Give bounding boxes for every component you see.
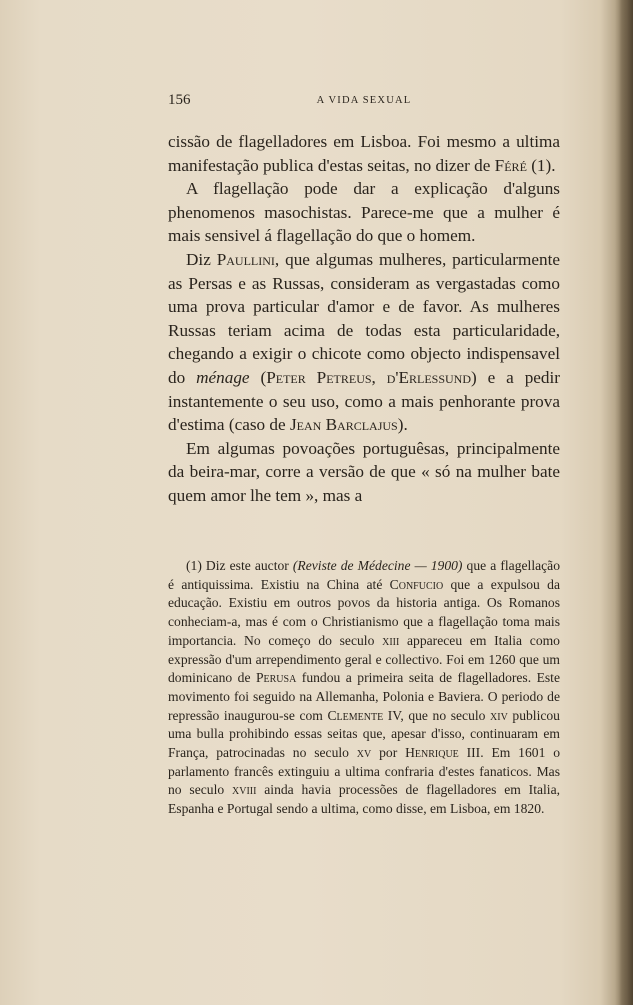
text-span: , que algumas mulheres, particularmente as Persas e as Russas, consideram as vergastadas como uma prova particular d'amor e de favor. As mulheres Russas teriam acima de todas esta particularidade, chegando a exigir o chicote como objecto indispensavel do — [168, 249, 560, 387]
author-name: Féré — [494, 155, 527, 175]
text-span: ). — [397, 415, 408, 435]
text-span: Diz — [186, 249, 217, 269]
text-span: appareceu em Italia como expressão d'um arrependimento geral e collectivo. Foi em 1260 que um dominicano de — [168, 632, 560, 686]
italic-term: ménage — [196, 367, 250, 387]
running-head: A VIDA SEXUAL — [316, 95, 412, 106]
page-edge-shadow — [619, 0, 633, 1005]
text-span: III. Em 1601 o parlamento francês extinguiu a ultima confraria d'estes fanaticos. Mas no seculo — [168, 745, 561, 798]
proper-name: Henrique — [405, 745, 459, 761]
author-name: Peter Petreus, d'Erlessund — [266, 367, 472, 387]
text-span: ainda havia processões de flagelladores em Italia, Espanha e Portugal sendo a ultima, como disse, em Lisboa, em 1820. — [168, 782, 561, 817]
footnote — [168, 557, 560, 819]
text-span: ( — [249, 367, 267, 387]
main-text — [168, 130, 560, 508]
text-span: (1). — [526, 155, 556, 175]
paragraph-4: Em algumas povoações portuguêsas, principalmente da beira-mar, corre a versão de que « só na mulher bate quem amor lhe tem », mas a — [168, 438, 560, 505]
text-span: ) e a pedir instantemente o seu uso, como a mais penhorante prova d'estima (caso de — [168, 367, 561, 435]
footnote-paragraph — [168, 557, 560, 819]
proper-name: Perusa — [255, 670, 297, 686]
roman-numeral: xiii — [382, 632, 400, 648]
text-span: por — [371, 745, 406, 761]
proper-name: Confucio — [389, 576, 444, 592]
author-name: Paullini — [216, 249, 275, 269]
text-span: fundou a primeira seita de flagelladores. Este movimento foi seguido na Allemanha, Polonia e Baviera. O periodo de repressão inaugurou-se com — [168, 670, 560, 723]
text-span: cissão de flagelladores em Lisboa. Foi mesmo a ultima manifestação publica d'estas seitas, no dizer de — [168, 132, 560, 175]
citation-title: (Reviste de Médecine — 1900) — [292, 558, 463, 573]
text-span: (1) Diz este auctor — [186, 558, 293, 573]
page-header — [168, 92, 560, 112]
paragraph-2: A flagellação pode dar a explicação d'alguns phenomenos masochistas. Parece-me que a mulher é mais sensivel á flagellação do que o homem. — [168, 179, 560, 246]
roman-numeral: xviii — [232, 782, 257, 798]
page-number: 156 — [168, 92, 191, 108]
paragraph-3 — [168, 248, 560, 437]
roman-numeral: xiv — [490, 707, 508, 723]
proper-name: Clemente — [327, 707, 384, 723]
text-span: publicou uma bulla prohibindo essas seitas que, apesar d'isso, continuaram em França, patrocinadas no seculo — [168, 707, 560, 761]
text-span: que a expulsou da educação. Existiu em outros povos da historia antiga. Os Romanos conheciam-a, mas é com o Christianismo que a flagellação toma mais importancia. No começo do seculo — [168, 576, 560, 648]
author-name: Jean Barclajus — [289, 415, 398, 435]
text-span: que a flagellação é antiquissima. Existiu na China até — [168, 558, 560, 592]
text-span: IV, que no seculo — [383, 707, 491, 723]
paragraph-1 — [168, 130, 560, 177]
roman-numeral: xv — [356, 745, 372, 761]
